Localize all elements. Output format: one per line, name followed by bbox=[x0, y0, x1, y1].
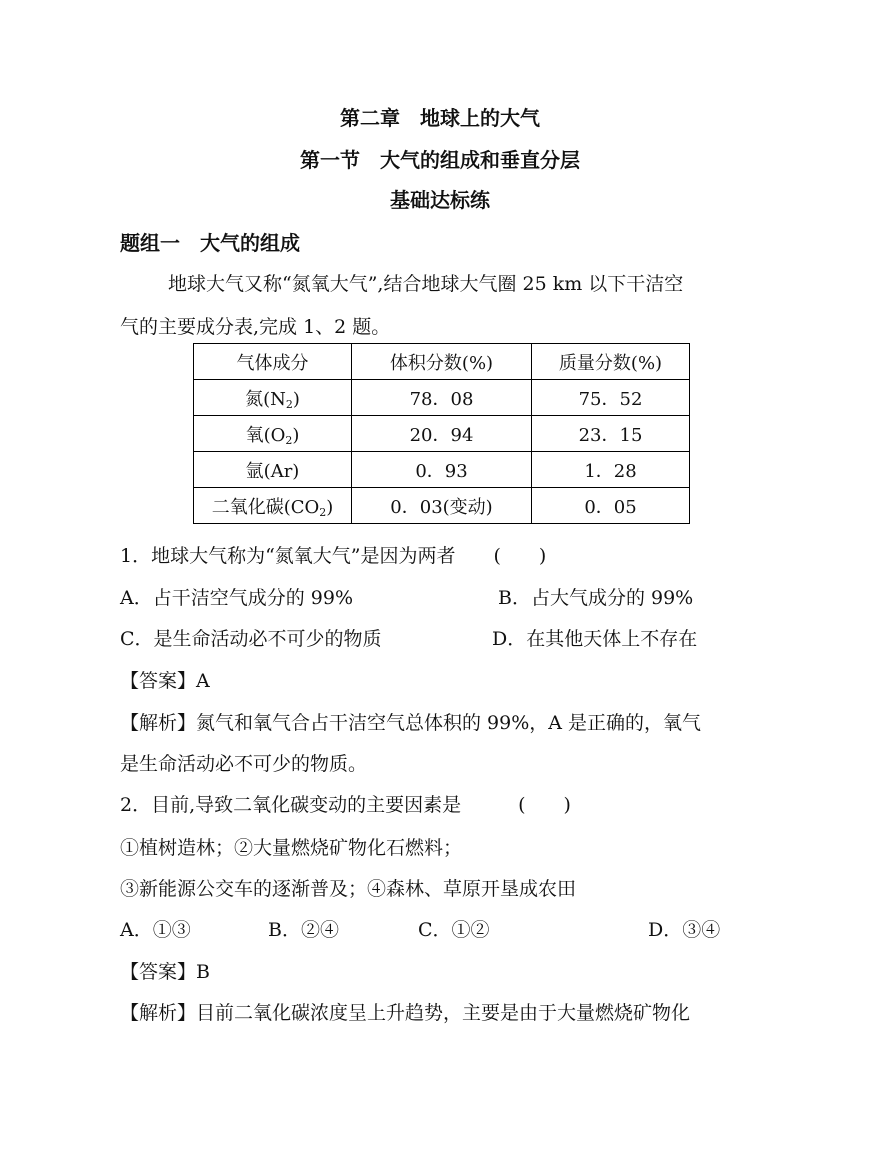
table-row bbox=[194, 488, 690, 524]
gas-close: ) bbox=[326, 496, 334, 518]
table-row bbox=[194, 380, 690, 416]
mass-cell: 0．05 bbox=[532, 488, 690, 524]
gas-name-cell bbox=[194, 452, 352, 488]
gas-name-cell bbox=[194, 416, 352, 452]
intro-line-2: 气的主要成分表,完成 1、2 题。 bbox=[120, 316, 391, 338]
composition-table bbox=[193, 343, 690, 524]
gas-name: 氮(N bbox=[245, 388, 286, 410]
option-d: D．③④ bbox=[648, 919, 721, 941]
table-header-cell: 气体成分 bbox=[194, 344, 352, 380]
question-1-analysis-line-2: 是生命活动必不可少的物质。 bbox=[120, 753, 368, 775]
volume-cell: 20．94 bbox=[352, 416, 532, 452]
mass-cell: 23．15 bbox=[532, 416, 690, 452]
mass-cell: 1．28 bbox=[532, 452, 690, 488]
volume-cell: 0．03(变动) bbox=[352, 488, 532, 524]
question-2-analysis-line-1: 【解析】目前二氧化碳浓度呈上升趋势，主要是由于大量燃烧矿物化 bbox=[120, 1002, 691, 1024]
question-2-item-1: ①植树造林；②大量燃烧矿物化石燃料； bbox=[120, 837, 463, 859]
option-c: C．是生命活动必不可少的物质 bbox=[120, 628, 382, 650]
gas-subscript: 2 bbox=[285, 397, 293, 411]
table-header-cell: 质量分数(%) bbox=[532, 344, 690, 380]
gas-name-cell bbox=[194, 488, 352, 524]
question-2-item-2: ③新能源公交车的逐渐普及；④森林、草原开垦成农田 bbox=[120, 878, 577, 900]
section-title: 第一节 大气的组成和垂直分层 bbox=[300, 148, 580, 172]
gas-subscript: 2 bbox=[285, 433, 293, 447]
gas-name-cell bbox=[194, 380, 352, 416]
gas-name: 氩(Ar) bbox=[245, 460, 300, 482]
gas-close: ) bbox=[292, 424, 300, 446]
mass-cell: 75．52 bbox=[532, 380, 690, 416]
table-header-cell: 体积分数(%) bbox=[352, 344, 532, 380]
option-a: A．占干洁空气成分的 99% bbox=[120, 587, 353, 609]
question-1-analysis-line-1: 【解析】氮气和氧气合占干洁空气总体积的 99%，A 是正确的，氧气 bbox=[120, 712, 702, 734]
gas-name: 二氧化碳(CO bbox=[211, 496, 320, 518]
option-b: B．占大气成分的 99% bbox=[498, 587, 694, 609]
table-row bbox=[194, 416, 690, 452]
option-c: C．①② bbox=[418, 919, 490, 941]
table-header-row bbox=[194, 344, 690, 380]
volume-cell: 0．93 bbox=[352, 452, 532, 488]
option-b: B．②④ bbox=[268, 919, 339, 941]
gas-subscript: 2 bbox=[319, 505, 327, 519]
practice-title: 基础达标练 bbox=[390, 188, 490, 212]
question-2-answer: 【答案】B bbox=[120, 961, 210, 983]
gas-name: 氧(O bbox=[245, 424, 286, 446]
question-2-stem: 2．目前,导致二氧化碳变动的主要因素是 ( ) bbox=[120, 794, 571, 816]
intro-line-1: 地球大气又称“氮氧大气”,结合地球大气圈 25 km 以下干洁空 bbox=[168, 273, 684, 295]
chapter-title: 第二章 地球上的大气 bbox=[340, 106, 540, 130]
gas-close: ) bbox=[292, 388, 300, 410]
question-1-stem: 1．地球大气称为“氮氧大气”是因为两者 ( ) bbox=[120, 545, 547, 567]
question-1-answer: 【答案】A bbox=[120, 670, 210, 692]
volume-cell: 78．08 bbox=[352, 380, 532, 416]
group-heading: 题组一 大气的组成 bbox=[120, 231, 300, 255]
option-d: D．在其他天体上不存在 bbox=[492, 628, 698, 650]
table-row bbox=[194, 452, 690, 488]
option-a: A．①③ bbox=[120, 919, 191, 941]
